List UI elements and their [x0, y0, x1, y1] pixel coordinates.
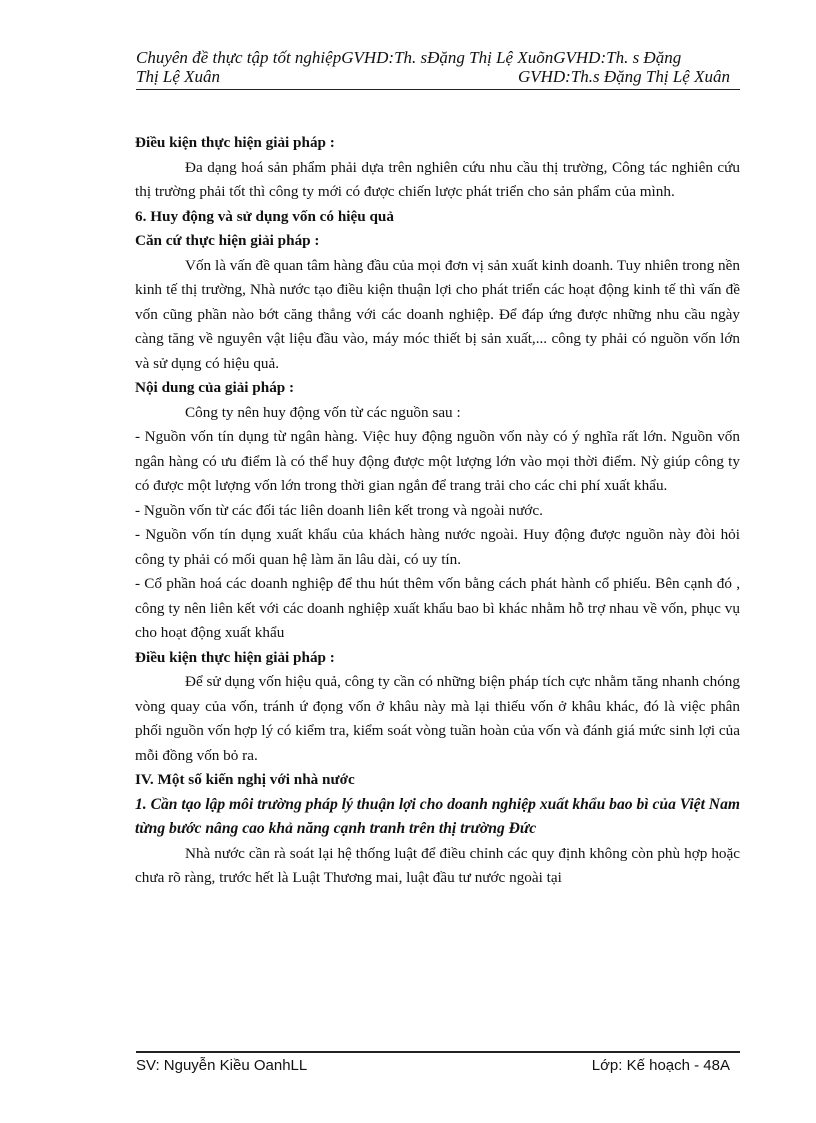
paragraph: Đa dạng hoá sản phẩm phải dựa trên nghiên cứu nhu cầu thị trường, Công tác nghiên cứu thị trường phải tốt thì công ty mới có được chiến lược phát triển cho sản phẩm của mình. [135, 158, 740, 200]
paragraph: Công ty nên huy động vốn từ các nguồn sau : [185, 403, 461, 421]
list-item: - Nguồn vốn tín dụng từ ngân hàng. Việc huy động nguồn vốn này có ý nghĩa rất lớn. Nguồn vốn ngân hàng có ưu điểm là có thể huy động được một lượng lớn vào mọi thời điểm. Nỳ giúp công ty có được một lượng vốn lớn trong thời gian ngắn để trang trải cho các chi phí xuất khẩu. [135, 428, 740, 494]
list-item: - Nguồn vốn từ các đối tác liên doanh liên kết trong và ngoài nước. [135, 501, 543, 519]
heading-content: Nội dung của giải pháp : [135, 379, 295, 396]
list-item: - Nguồn vốn tín dụng xuất khẩu của khách hàng nước ngoài. Huy động được nguồn này đòi hỏi công ty phải có mối quan hệ làm ăn lâu dài, có uy tín. [135, 526, 740, 568]
footer-class: Lớp: Kế hoạch - 48A [591, 1057, 730, 1074]
heading-conditions-2: Điều kiện thực hiện giải pháp : [135, 648, 335, 666]
list-item: - Cổ phần hoá các doanh nghiệp để thu hút thêm vốn bằng cách phát hành cổ phiếu. Bên cạnh đó , công ty nên liên kết với các doanh nghiệp xuất khẩu bao bì khác nhằm hỗ trợ nhau về vốn, phục vụ cho hoạt động xuất khẩu [135, 575, 740, 641]
paragraph: Để sử dụng vốn hiệu quả, công ty cần có những biện pháp tích cực nhằm tăng nhanh chóng vòng quay của vốn, tránh ứ đọng vốn ở khâu này mà lại thiếu vốn ở khâu khác, đó là việc phân phối nguồn vốn hợp lý có kiểm tra, kiểm soát vòng tuần hoàn của vốn và đánh giá mức sinh lợi của mỗi đồng vốn bỏ ra. [135, 673, 740, 764]
footer-rule [136, 1051, 740, 1053]
running-header-right: GVHD:Th.s Đặng Thị Lệ Xuân [517, 67, 730, 86]
footer-student: SV: Nguyễn Kiều OanhLL [136, 1057, 308, 1074]
heading-conditions-1: Điều kiện thực hiện giải pháp : [135, 134, 335, 151]
document-body [135, 131, 740, 891]
subsection-heading-1: 1. Cần tạo lập môi trường pháp lý thuận lợi cho doanh nghiệp xuất khẩu bao bì của Việt Nam từng bước nâng cao khả năng cạnh tranh trên thị trường Đức [135, 795, 740, 837]
running-header-line2 [136, 67, 740, 87]
section-heading-6: 6. Huy động và sử dụng vốn có hiệu quả [135, 207, 394, 225]
running-header-line1: Chuyên đề thực tập tốt nghiệpGVHD:Th. sĐặng Thị Lệ XuõnGVHD:Th. s Đặng [136, 48, 682, 67]
section-heading-iv: IV. Một số kiến nghị với nhà nước [135, 771, 355, 788]
header-rule [136, 89, 740, 90]
paragraph: Vốn là vấn đề quan tâm hàng đầu của mọi đơn vị sản xuất kinh doanh. Tuy nhiên trong nền kinh tế thị trường, Nhà nước tạo điều kiện thuận lợi cho phát triển các hoạt động kinh tế thì vấn đề vốn cũng phần nào bớt căng thẳng với các doanh nghiệp. Để đáp ứng được những nhu cầu ngày càng tăng về nguyên vật liệu đầu vào, máy móc thiết bị sản xuất,... công ty phải có nguồn vốn lớn và sử dụng có hiệu quả. [135, 256, 740, 372]
paragraph: Nhà nước cần rà soát lại hệ thống luật để điều chỉnh các quy định không còn phù hợp hoặc chưa rõ ràng, trước hết là Luật Thương mai, luật đầu tư nước ngoài tại [135, 844, 740, 886]
heading-basis: Căn cứ thực hiện giải pháp : [135, 232, 320, 249]
running-header-left: Thị Lệ Xuân [136, 67, 221, 86]
